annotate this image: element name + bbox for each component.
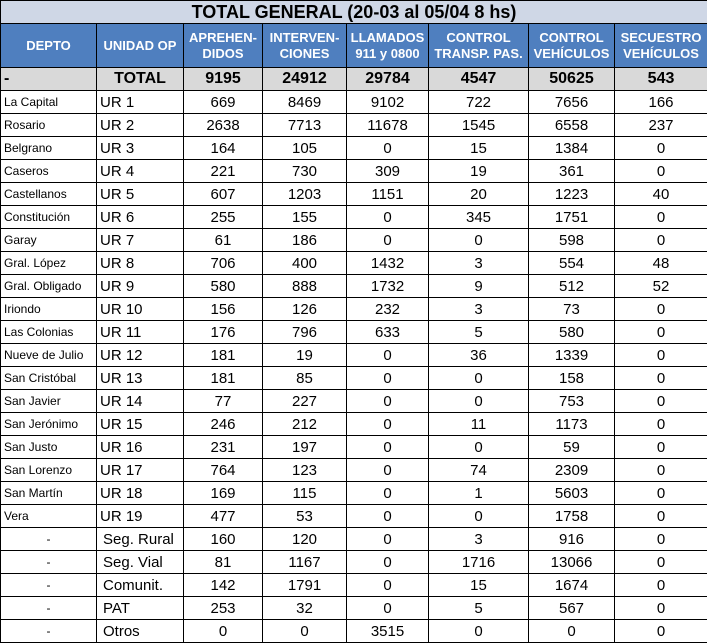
- value-cell: 730: [263, 160, 347, 183]
- table-row: [1, 183, 707, 206]
- value-cell: 0: [429, 505, 529, 528]
- unidad-cell: UR 9: [97, 275, 184, 298]
- value-cell: 0: [429, 367, 529, 390]
- value-cell: 212: [263, 413, 347, 436]
- depto-cell: Vera: [1, 505, 97, 528]
- value-cell: 0: [347, 413, 429, 436]
- unidad-cell: UR 10: [97, 298, 184, 321]
- unidad-cell: UR 8: [97, 252, 184, 275]
- unidad-cell: UR 19: [97, 505, 184, 528]
- value-cell: 0: [615, 206, 707, 229]
- value-cell: 0: [615, 344, 707, 367]
- total-value-cell: 50625: [529, 68, 615, 91]
- unidad-cell: UR 16: [97, 436, 184, 459]
- table-row: [1, 367, 707, 390]
- value-cell: 1151: [347, 183, 429, 206]
- value-cell: 15: [429, 137, 529, 160]
- unidad-cell: UR 14: [97, 390, 184, 413]
- unidad-cell: UR 18: [97, 482, 184, 505]
- depto-cell: -: [1, 597, 97, 620]
- unidad-cell: UR 7: [97, 229, 184, 252]
- value-cell: 9102: [347, 91, 429, 114]
- value-cell: 231: [184, 436, 263, 459]
- value-cell: 1223: [529, 183, 615, 206]
- depto-cell: Las Colonias: [1, 321, 97, 344]
- value-cell: 253: [184, 597, 263, 620]
- value-cell: 0: [615, 620, 707, 643]
- value-cell: 227: [263, 390, 347, 413]
- value-cell: 156: [184, 298, 263, 321]
- depto-cell: San Javier: [1, 390, 97, 413]
- value-cell: 7656: [529, 91, 615, 114]
- column-header-line1: LLAMADOS: [351, 30, 425, 45]
- depto-cell: San Martín: [1, 482, 97, 505]
- value-cell: 1674: [529, 574, 615, 597]
- value-cell: 0: [347, 459, 429, 482]
- column-header-line1: APREHEN-: [189, 30, 257, 45]
- unidad-cell: PAT: [97, 597, 184, 620]
- value-cell: 32: [263, 597, 347, 620]
- value-cell: 19: [263, 344, 347, 367]
- value-cell: 48: [615, 252, 707, 275]
- value-cell: 158: [529, 367, 615, 390]
- value-cell: 142: [184, 574, 263, 597]
- value-cell: 1432: [347, 252, 429, 275]
- value-cell: 0: [615, 390, 707, 413]
- depto-cell: -: [1, 551, 97, 574]
- value-cell: 477: [184, 505, 263, 528]
- value-cell: 2309: [529, 459, 615, 482]
- depto-cell: -: [1, 574, 97, 597]
- depto-cell: Caseros: [1, 160, 97, 183]
- total-value-cell: 543: [615, 68, 707, 91]
- column-header-line2: CIONES: [280, 46, 330, 61]
- value-cell: 888: [263, 275, 347, 298]
- column-header-line2: TRANSP. PAS.: [434, 46, 522, 61]
- value-cell: 0: [615, 597, 707, 620]
- value-cell: 166: [615, 91, 707, 114]
- value-cell: 36: [429, 344, 529, 367]
- depto-cell: Gral. López: [1, 252, 97, 275]
- value-cell: 361: [529, 160, 615, 183]
- value-cell: 20: [429, 183, 529, 206]
- value-cell: 246: [184, 413, 263, 436]
- value-cell: 9: [429, 275, 529, 298]
- table-row: [1, 505, 707, 528]
- value-cell: 0: [615, 574, 707, 597]
- value-cell: 0: [615, 321, 707, 344]
- value-cell: 1173: [529, 413, 615, 436]
- value-cell: 598: [529, 229, 615, 252]
- value-cell: 0: [529, 620, 615, 643]
- value-cell: 580: [184, 275, 263, 298]
- value-cell: 1716: [429, 551, 529, 574]
- value-cell: 0: [347, 574, 429, 597]
- column-header-line1: CONTROL: [446, 30, 510, 45]
- value-cell: 160: [184, 528, 263, 551]
- column-header-line2: 911 y 0800: [355, 46, 419, 61]
- value-cell: 73: [529, 298, 615, 321]
- table-row: [1, 597, 707, 620]
- total-value-cell: 24912: [263, 68, 347, 91]
- value-cell: 3: [429, 528, 529, 551]
- table-row: [1, 620, 707, 643]
- table-row: [1, 344, 707, 367]
- value-cell: 164: [184, 137, 263, 160]
- column-header-line2: VEHÍCULOS: [534, 46, 610, 61]
- depto-cell: San Cristóbal: [1, 367, 97, 390]
- value-cell: 115: [263, 482, 347, 505]
- value-cell: 1: [429, 482, 529, 505]
- depto-cell: Nueve de Julio: [1, 344, 97, 367]
- value-cell: 400: [263, 252, 347, 275]
- depto-cell: -: [1, 620, 97, 643]
- table-row: [1, 137, 707, 160]
- column-header-depto: [1, 24, 97, 68]
- depto-cell: Garay: [1, 229, 97, 252]
- total-value-cell: 9195: [184, 68, 263, 91]
- value-cell: 0: [615, 367, 707, 390]
- column-header-line1: INTERVEN-: [270, 30, 340, 45]
- table-row: [1, 551, 707, 574]
- total-row: [1, 68, 707, 91]
- value-cell: 0: [615, 528, 707, 551]
- value-cell: 0: [347, 367, 429, 390]
- value-cell: 0: [347, 229, 429, 252]
- column-header-intervenciones: [263, 24, 347, 68]
- column-header-control-vehiculos: [529, 24, 615, 68]
- value-cell: 0: [347, 436, 429, 459]
- value-cell: 5603: [529, 482, 615, 505]
- unidad-cell: Comunit.: [97, 574, 184, 597]
- value-cell: 186: [263, 229, 347, 252]
- table-row: [1, 528, 707, 551]
- total-depto-cell: -: [1, 68, 97, 91]
- table-row: [1, 229, 707, 252]
- table-row: [1, 413, 707, 436]
- column-header-line2: VEHÍCULOS: [623, 46, 699, 61]
- value-cell: 2638: [184, 114, 263, 137]
- value-cell: 7713: [263, 114, 347, 137]
- value-cell: 1791: [263, 574, 347, 597]
- depto-cell: San Lorenzo: [1, 459, 97, 482]
- title-row: [1, 1, 707, 24]
- table-row: [1, 482, 707, 505]
- value-cell: 0: [347, 505, 429, 528]
- value-cell: 19: [429, 160, 529, 183]
- value-cell: 1384: [529, 137, 615, 160]
- value-cell: 5: [429, 597, 529, 620]
- value-cell: 1545: [429, 114, 529, 137]
- value-cell: 11678: [347, 114, 429, 137]
- value-cell: 126: [263, 298, 347, 321]
- value-cell: 309: [347, 160, 429, 183]
- value-cell: 255: [184, 206, 263, 229]
- value-cell: 567: [529, 597, 615, 620]
- value-cell: 59: [529, 436, 615, 459]
- value-cell: 916: [529, 528, 615, 551]
- value-cell: 6558: [529, 114, 615, 137]
- unidad-cell: UR 3: [97, 137, 184, 160]
- value-cell: 0: [263, 620, 347, 643]
- depto-cell: Rosario: [1, 114, 97, 137]
- value-cell: 0: [347, 551, 429, 574]
- value-cell: 607: [184, 183, 263, 206]
- total-label-cell: TOTAL: [97, 68, 184, 91]
- value-cell: 15: [429, 574, 529, 597]
- table-title: TOTAL GENERAL (20-03 al 05/04 8 hs): [1, 1, 707, 24]
- value-cell: 580: [529, 321, 615, 344]
- value-cell: 77: [184, 390, 263, 413]
- table-row: [1, 459, 707, 482]
- total-value-cell: 29784: [347, 68, 429, 91]
- value-cell: 0: [347, 528, 429, 551]
- value-cell: 0: [184, 620, 263, 643]
- value-cell: 0: [347, 206, 429, 229]
- value-cell: 722: [429, 91, 529, 114]
- value-cell: 197: [263, 436, 347, 459]
- value-cell: 105: [263, 137, 347, 160]
- unidad-cell: UR 12: [97, 344, 184, 367]
- value-cell: 1339: [529, 344, 615, 367]
- unidad-cell: UR 17: [97, 459, 184, 482]
- value-cell: 796: [263, 321, 347, 344]
- unidad-cell: UR 15: [97, 413, 184, 436]
- depto-cell: San Justo: [1, 436, 97, 459]
- value-cell: 0: [615, 298, 707, 321]
- value-cell: 0: [429, 229, 529, 252]
- unidad-cell: Otros: [97, 620, 184, 643]
- depto-cell: Castellanos: [1, 183, 97, 206]
- value-cell: 554: [529, 252, 615, 275]
- value-cell: 753: [529, 390, 615, 413]
- value-cell: 123: [263, 459, 347, 482]
- value-cell: 706: [184, 252, 263, 275]
- value-cell: 0: [429, 620, 529, 643]
- unidad-cell: UR 6: [97, 206, 184, 229]
- value-cell: 0: [347, 344, 429, 367]
- value-cell: 74: [429, 459, 529, 482]
- column-header-line1: SECUESTRO: [621, 30, 702, 45]
- value-cell: 0: [615, 482, 707, 505]
- table-row: [1, 321, 707, 344]
- value-cell: 40: [615, 183, 707, 206]
- value-cell: 669: [184, 91, 263, 114]
- table-row: [1, 574, 707, 597]
- value-cell: 0: [615, 229, 707, 252]
- depto-cell: La Capital: [1, 91, 97, 114]
- value-cell: 155: [263, 206, 347, 229]
- value-cell: 0: [347, 597, 429, 620]
- value-cell: 345: [429, 206, 529, 229]
- table-row: [1, 252, 707, 275]
- value-cell: 81: [184, 551, 263, 574]
- value-cell: 5: [429, 321, 529, 344]
- depto-cell: San Jerónimo: [1, 413, 97, 436]
- value-cell: 8469: [263, 91, 347, 114]
- value-cell: 3: [429, 252, 529, 275]
- table-row: [1, 275, 707, 298]
- value-cell: 0: [615, 505, 707, 528]
- value-cell: 169: [184, 482, 263, 505]
- column-header-line1: UNIDAD OP: [104, 38, 177, 53]
- value-cell: 0: [615, 413, 707, 436]
- unidad-cell: UR 11: [97, 321, 184, 344]
- depto-cell: Gral. Obligado: [1, 275, 97, 298]
- value-cell: 52: [615, 275, 707, 298]
- total-value-cell: 4547: [429, 68, 529, 91]
- unidad-cell: UR 4: [97, 160, 184, 183]
- table-row: [1, 206, 707, 229]
- value-cell: 237: [615, 114, 707, 137]
- unidad-cell: Seg. Vial: [97, 551, 184, 574]
- value-cell: 181: [184, 367, 263, 390]
- value-cell: 0: [615, 160, 707, 183]
- value-cell: 1758: [529, 505, 615, 528]
- unidad-cell: UR 5: [97, 183, 184, 206]
- table-row: [1, 298, 707, 321]
- table-row: [1, 436, 707, 459]
- value-cell: 1167: [263, 551, 347, 574]
- value-cell: 232: [347, 298, 429, 321]
- value-cell: 221: [184, 160, 263, 183]
- column-header-control-transp-pas: [429, 24, 529, 68]
- value-cell: 633: [347, 321, 429, 344]
- value-cell: 85: [263, 367, 347, 390]
- value-cell: 181: [184, 344, 263, 367]
- depto-cell: Constitución: [1, 206, 97, 229]
- value-cell: 1732: [347, 275, 429, 298]
- value-cell: 0: [347, 137, 429, 160]
- value-cell: 0: [615, 551, 707, 574]
- value-cell: 11: [429, 413, 529, 436]
- value-cell: 1203: [263, 183, 347, 206]
- column-header-line1: DEPTO: [26, 38, 71, 53]
- value-cell: 512: [529, 275, 615, 298]
- unidad-cell: Seg. Rural: [97, 528, 184, 551]
- unidad-cell: UR 1: [97, 91, 184, 114]
- value-cell: 53: [263, 505, 347, 528]
- column-header-aprehendidos: [184, 24, 263, 68]
- value-cell: 0: [615, 459, 707, 482]
- value-cell: 0: [347, 482, 429, 505]
- depto-cell: Iriondo: [1, 298, 97, 321]
- value-cell: 3515: [347, 620, 429, 643]
- value-cell: 61: [184, 229, 263, 252]
- column-header-line1: CONTROL: [539, 30, 603, 45]
- value-cell: 0: [347, 390, 429, 413]
- depto-cell: Belgrano: [1, 137, 97, 160]
- table-row: [1, 390, 707, 413]
- unidad-cell: UR 13: [97, 367, 184, 390]
- column-header-secuestro-vehiculos: [615, 24, 707, 68]
- table-row: [1, 160, 707, 183]
- value-cell: 176: [184, 321, 263, 344]
- table-row: [1, 114, 707, 137]
- table-row: [1, 91, 707, 114]
- value-cell: 1751: [529, 206, 615, 229]
- value-cell: 3: [429, 298, 529, 321]
- value-cell: 0: [429, 390, 529, 413]
- value-cell: 0: [615, 137, 707, 160]
- value-cell: 764: [184, 459, 263, 482]
- value-cell: 120: [263, 528, 347, 551]
- value-cell: 13066: [529, 551, 615, 574]
- value-cell: 0: [429, 436, 529, 459]
- column-header-llamados: [347, 24, 429, 68]
- value-cell: 0: [615, 436, 707, 459]
- unidad-cell: UR 2: [97, 114, 184, 137]
- depto-cell: -: [1, 528, 97, 551]
- column-header-unidad-op: [97, 24, 184, 68]
- header-row: [1, 24, 707, 68]
- column-header-line2: DIDOS: [202, 46, 243, 61]
